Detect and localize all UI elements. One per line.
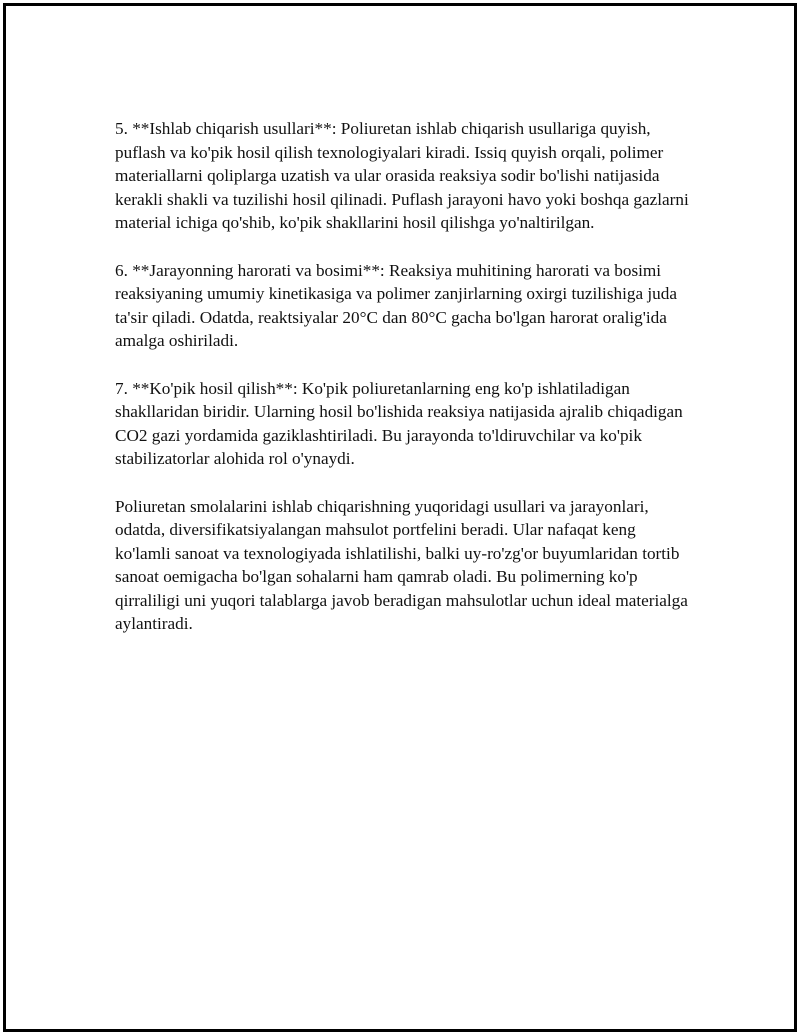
paragraph-temperature-pressure: 6. **Jarayonning harorati va bosimi**: Reaksiya muhitining harorati va bosimi reaksiyaning umumiy kinetikasiga va polimer zanjirlarning oxirgi tuzilishiga juda ta'sir qiladi. Odatda, reaktsiyalar 20°C dan 80°C gacha bo'lgan harorat oralig'ida amalga oshiriladi. — [115, 260, 677, 351]
document-body — [115, 117, 695, 660]
paragraph-production-methods: 5. **Ishlab chiqarish usullari**: Poliuretan ishlab chiqarish usullariga quyish, puflash va ko'pik hosil qilish texnologiyalari kiradi. Issiq quyish orqali, polimer materiallarni qoliplarga uzatish va ular orasida reaksiya sodir bo'lishi natijasida kerakli shakli va tuzilishi hosil qilinadi. Puflash jarayoni havo yoki boshqa gazlarni material ichiga qo'shib, ko'pik shakllarini hosil qilishga yo'naltirilgan. — [115, 119, 689, 233]
paragraph-conclusion: Poliuretan smolalarini ishlab chiqarishning yuqoridagi usullari va jarayonlari, odatda, diversifikatsiyalangan mahsulot portfelini beradi. Ular nafaqat keng ko'lamli sanoat va texnologiyada ishlatilishi, balki uy-ro'zg'or buyumlaridan tortib sanoat oemigacha bo'lgan sohalarni ham qamrab oladi. Bu polimerning ko'p qirraliligi uni yuqori talablarga javob beradigan mahsulotlar uchun ideal materialga aylantiradi. — [115, 496, 688, 634]
paragraph-foam-formation: 7. **Ko'pik hosil qilish**: Ko'pik poliuretanlarning eng ko'p ishlatiladigan shakllaridan biridir. Ularning hosil bo'lishida reaksiya natijasida ajralib chiqadigan CO2 gazi yordamida gaziklashtiriladi. Bu jarayonda to'ldiruvchilar va ko'pik stabilizatorlar alohida rol o'ynaydi. — [115, 378, 683, 469]
